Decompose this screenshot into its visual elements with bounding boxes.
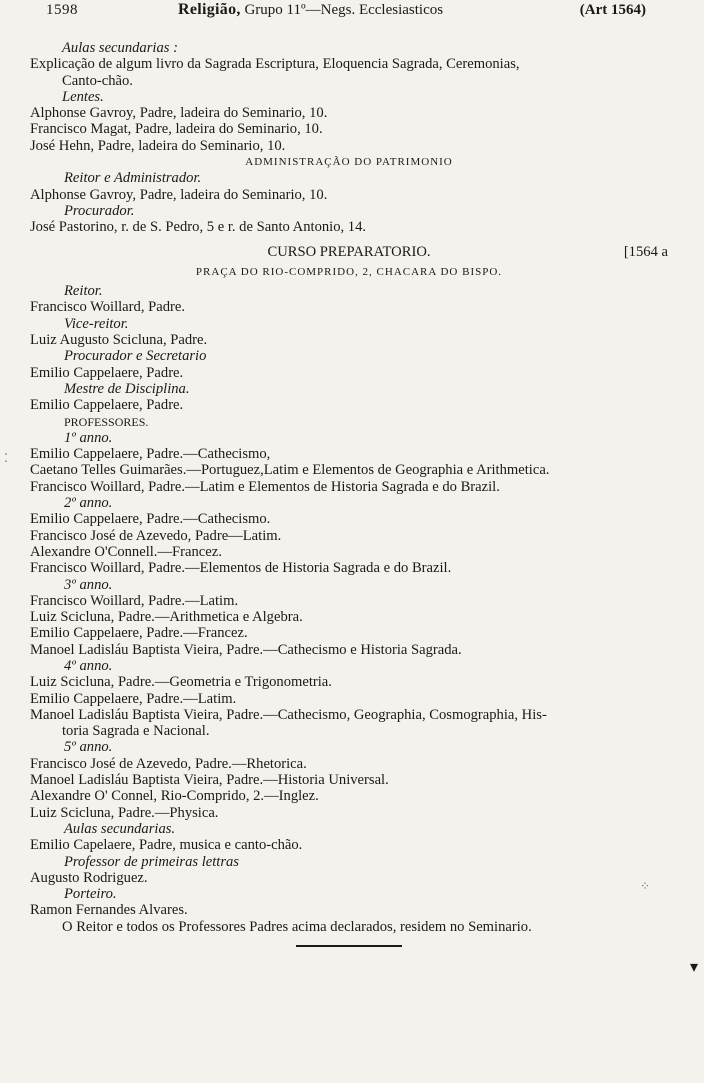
text-line: Francisco Woillard, Padre.—Elementos de Historia Sagrada e do Brazil.: [30, 560, 452, 577]
text-line: 5º anno.: [64, 739, 113, 756]
text-line: Francisco Woillard, Padre.—Latim e Elementos de Historia Sagrada e do Brazil.: [30, 478, 500, 495]
text-line: Emilio Cappelaere, Padre.—Francez.: [30, 625, 248, 642]
text-line: toria Sagrada e Nacional.: [62, 723, 210, 740]
text-line: Francisco Woillard, Padre.: [30, 299, 185, 316]
text-line: Procurador e Secretario: [64, 348, 207, 365]
text-line: Alphonse Gavroy, Padre, ladeira do Seminario, 10.: [30, 105, 328, 122]
text-line: Augusto Rodriguez.: [30, 869, 148, 886]
text-line: Luiz Scicluna, Padre.—Arithmetica e Algebra.: [30, 609, 303, 626]
page-number: 1598: [46, 2, 78, 18]
margin-mark: ⁘: [640, 879, 651, 893]
text-line: Mestre de Disciplina.: [64, 380, 190, 397]
text-line: Emilio Cappelaere, Padre.—Cathecismo.: [30, 511, 271, 528]
text-line: Francisco José de Azevedo, Padre.—Rhetorica.: [30, 755, 307, 772]
running-header: [28, 2, 674, 22]
text-line: Alphonse Gavroy, Padre, ladeira do Seminario, 10.: [30, 186, 328, 203]
curso-title: CURSO PREPARATORIO.: [267, 243, 431, 260]
section-title: Religião,: [178, 1, 241, 18]
article-reference: (Art 1564): [579, 2, 646, 18]
text-line: Explicação de algum livro da Sagrada Escriptura, Eloquencia Sagrada, Ceremonias,: [30, 56, 520, 73]
text-line: Luiz Augusto Scicluna, Padre.: [30, 332, 208, 349]
text-line: Francisco José de Azevedo, Padre—Latim.: [30, 527, 282, 544]
text-line: Canto-chão.: [62, 72, 133, 89]
text-line: Lentes.: [62, 88, 104, 105]
text-line: Aulas secundarias.: [64, 820, 176, 837]
text-line: Professor de primeiras lettras: [64, 853, 239, 870]
margin-mark: ⁚: [4, 451, 8, 465]
text-line: Luiz Scicluna, Padre.—Geometria e Trigonometria.: [30, 674, 332, 691]
text-line: Porteiro.: [64, 886, 117, 903]
text-line: Emilio Capelaere, Padre, musica e canto-chão.: [30, 837, 303, 854]
text-line: José Pastorino, r. de S. Pedro, 5 e r. de Santo Antonio, 14.: [30, 219, 367, 236]
text-line: Reitor.: [64, 283, 103, 300]
text-line: Alexandre O'Connell.—Francez.: [30, 543, 222, 560]
running-title: [178, 2, 443, 18]
curso-location: PRAÇA DO RIO-COMPRIDO, 2, CHACARA DO BISPO.: [195, 265, 503, 278]
curso-article-ref: [1564 a: [623, 243, 668, 260]
text-line: Ramon Fernandes Alvares.: [30, 902, 188, 919]
text-line: Emilio Cappelaere, Padre.: [30, 364, 184, 381]
section-subtitle: Grupo 11º—Negs. Ecclesiasticos: [244, 2, 444, 18]
text-line: ADMINISTRAÇÃO DO PATRIMONIO: [245, 156, 453, 169]
text-line: Emilio Cappelaere, Padre.—Latim.: [30, 690, 237, 707]
text-line: Procurador.: [64, 202, 135, 219]
margin-mark: ▾: [690, 959, 699, 976]
text-line: Alexandre O' Connel, Rio-Comprido, 2.—Inglez.: [30, 788, 319, 805]
text-line: PROFESSORES.: [64, 414, 149, 429]
text-line: Caetano Telles Guimarães.—Portuguez,Latim e Elementos de Geographia e Arithmetica.: [30, 462, 550, 479]
text-line: José Hehn, Padre, ladeira do Seminario, 10.: [30, 137, 286, 154]
text-line: 3º anno.: [64, 576, 113, 593]
text-line: Vice-reitor.: [64, 315, 129, 332]
curso-heading: [30, 244, 668, 260]
text-line: Emilio Cappelaere, Padre.: [30, 397, 184, 414]
text-line: O Reitor e todos os Professores Padres acima declarados, residem no Seminario.: [62, 918, 532, 935]
text-line: Emilio Cappelaere, Padre.—Cathecismo,: [30, 446, 271, 463]
page-body: [30, 40, 668, 947]
text-line: 2º anno.: [64, 495, 113, 512]
text-line: 4º anno.: [64, 657, 113, 674]
text-line: 1º anno.: [64, 429, 113, 446]
curso-section: [30, 283, 668, 935]
text-line: Luiz Scicluna, Padre.—Physica.: [30, 804, 219, 821]
closing-rule: [296, 945, 402, 947]
text-line: Manoel Ladisláu Baptista Vieira, Padre.—Historia Universal.: [30, 772, 389, 789]
text-line: Francisco Magat, Padre, ladeira do Seminario, 10.: [30, 121, 323, 138]
administration-section: [30, 40, 668, 236]
text-line: Aulas secundarias :: [62, 40, 178, 56]
text-line: Manoel Ladisláu Baptista Vieira, Padre.—Cathecismo, Geographia, Cosmographia, His-: [30, 706, 547, 723]
text-line: Francisco Woillard, Padre.—Latim.: [30, 592, 239, 609]
text-line: Reitor e Administrador.: [64, 170, 202, 187]
text-line: Manoel Ladisláu Baptista Vieira, Padre.—Cathecismo e Historia Sagrada.: [30, 641, 462, 658]
